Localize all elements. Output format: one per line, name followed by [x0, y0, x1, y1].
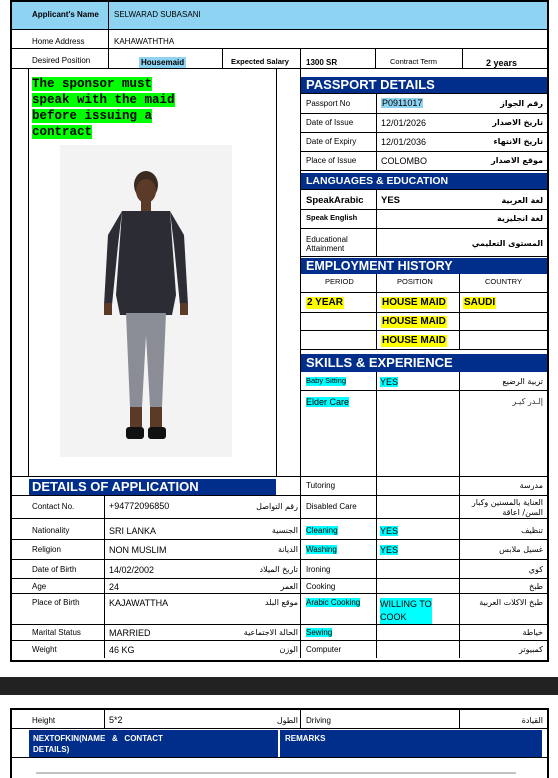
position-value: Housemaid	[141, 58, 185, 67]
application-header: DETAILS OF APPLICATION	[29, 479, 276, 495]
next-of-kin-header: NEXTOFKIN(NAME & CONTACT DETAILS)	[29, 730, 278, 757]
employment-position-1: HOUSE MAID	[382, 297, 446, 308]
cleaning-ar: تنظيف	[521, 526, 543, 535]
position-column-header: POSITION	[397, 277, 433, 286]
term-value: 2 years	[486, 58, 518, 68]
nationality-ar: الجنسية	[271, 526, 298, 535]
passport-no-ar: رقم الجواز	[500, 99, 543, 108]
elder-care-label: Elder Care	[306, 397, 350, 407]
age-ar: العمر	[280, 582, 298, 591]
disabled-care-ar: العناية بالمسنين وكبار السن/ اعاقة	[471, 498, 543, 517]
contact-label: Contact No.	[32, 502, 75, 511]
passport-no-value: P0911017	[382, 98, 423, 108]
issue-place-ar: موقع الاصدار	[491, 156, 543, 165]
sponsor-note: The sponsor must speak with the maid before issuing a contract	[32, 77, 175, 139]
marital-value: MARRIED	[109, 628, 151, 638]
driving-ar: القيادة	[521, 716, 543, 725]
religion-value: NON MUSLIM	[109, 545, 167, 555]
applicant-figure-image	[60, 145, 232, 457]
age-value: 24	[109, 582, 120, 592]
remarks-header: REMARKS	[280, 730, 542, 757]
washing-ar: غسيل ملابس	[499, 545, 543, 554]
religion-label: Religion	[32, 545, 61, 554]
speak-arabic-ar: لغة العربية	[501, 196, 543, 205]
passport-header: PASSPORT DETAILS	[301, 77, 547, 93]
nationality-value: SRI LANKA	[109, 526, 157, 536]
page-break	[0, 677, 558, 695]
employment-period: 2 YEAR	[307, 297, 343, 308]
issue-date-ar: تاريخ الاصدار	[492, 118, 543, 127]
expiry-date-label: Date of Expiry	[306, 137, 357, 146]
issue-place-value: COLOMBO	[381, 156, 428, 166]
arabic-cooking-label: Arabic Cooking	[306, 598, 361, 607]
computer-ar: كمبيوتر	[518, 645, 543, 654]
height-label: Height	[32, 716, 56, 725]
speak-english-ar: لغة انجليزية	[496, 214, 543, 223]
home-value: KAHAWATHTHA	[114, 37, 175, 46]
washing-label: Washing	[306, 545, 337, 554]
employment-position-3: HOUSE MAID	[382, 335, 446, 346]
employment-header: EMPLOYMENT HISTORY	[301, 258, 547, 274]
baby-sitting-value: YES	[380, 377, 399, 387]
marital-ar: الحالة الاجتماعية	[243, 628, 298, 637]
employment-country: SAUDI	[464, 297, 496, 308]
driving-label: Driving	[306, 716, 331, 725]
arabic-cooking-value: WILLING TO COOK	[380, 599, 432, 622]
name-value: SELWARAD SUBASANI	[114, 10, 201, 19]
height-value: 5*2	[109, 715, 123, 725]
issue-date-value: 12/01/2026	[381, 118, 427, 128]
tutoring-label: Tutoring	[306, 481, 336, 490]
arabic-cooking-ar: طبخ الاكلات العربية	[479, 598, 543, 607]
tutoring-ar: مدرسة	[519, 481, 543, 490]
country-column-header: COUNTRY	[485, 277, 522, 286]
sewing-ar: خياطة	[522, 628, 543, 637]
nationality-label: Nationality	[32, 526, 70, 535]
weight-value: 46 KG	[109, 645, 135, 655]
age-label: Age	[32, 582, 47, 591]
sewing-label: Sewing	[306, 628, 333, 637]
cooking-ar: طبخ	[529, 582, 543, 591]
position-label: Desired Position	[32, 56, 91, 65]
speak-english-label: Speak English	[306, 213, 358, 222]
languages-header: LANGUAGES & EDUCATION	[301, 173, 547, 189]
cleaning-value: YES	[380, 526, 399, 536]
salary-value: 1300 SR	[306, 58, 338, 67]
religion-ar: الديانة	[277, 545, 298, 554]
height-ar: الطول	[276, 716, 298, 725]
ironing-label: Ironing	[306, 565, 331, 574]
term-label: Contract Term	[390, 57, 437, 66]
birthplace-ar: موقع البلد	[265, 598, 298, 607]
home-label: Home Address	[32, 37, 85, 46]
elder-care-ar: إلـدر كيـر	[512, 397, 543, 406]
period-column-header: PERIOD	[325, 277, 354, 286]
speak-arabic-label: SpeakArabic	[306, 195, 364, 206]
issue-date-label: Date of Issue	[306, 118, 354, 127]
marital-label: Marital Status	[32, 628, 81, 637]
weight-ar: الوزن	[279, 645, 298, 654]
birthplace-label: Place of Birth	[32, 598, 80, 607]
speak-arabic-value: YES	[381, 195, 401, 206]
expiry-date-value: 12/01/2036	[381, 137, 427, 147]
salary-label: Expected Salary	[231, 57, 289, 66]
employment-position-2: HOUSE MAID	[382, 316, 446, 327]
contact-ar: رقم التواصل	[256, 502, 298, 511]
weight-label: Weight	[32, 645, 57, 654]
baby-sitting-ar: تربية الرضيع	[502, 377, 543, 386]
education-label: Educational Attainment	[306, 235, 348, 254]
ironing-ar: كوي	[528, 565, 543, 574]
contact-value: +94772096850	[109, 501, 170, 511]
cleaning-label: Cleaning	[306, 526, 338, 535]
name-label: Applicant's Name	[32, 10, 99, 19]
dob-value: 14/02/2002	[109, 565, 155, 575]
dob-ar: تاريخ الميلاد	[259, 565, 298, 574]
dob-label: Date of Birth	[32, 565, 77, 574]
baby-sitting-label: Baby Sitting	[306, 376, 347, 385]
disabled-care-label: Disabled Care	[306, 502, 357, 511]
expiry-date-ar: تاريخ الانتهاء	[493, 137, 543, 146]
education-ar: المستوى التعليمي	[471, 239, 543, 248]
skills-header: SKILLS & EXPERIENCE	[301, 354, 547, 372]
computer-label: Computer	[306, 645, 342, 654]
cooking-label: Cooking	[306, 582, 336, 591]
washing-value: YES	[380, 545, 399, 555]
birthplace-value: KAJAWATTHA	[109, 598, 169, 608]
passport-no-label: Passport No	[306, 99, 351, 108]
issue-place-label: Place of Issue	[306, 156, 357, 165]
page-two-text-fragment	[36, 772, 516, 774]
applicant-photo	[60, 145, 232, 457]
